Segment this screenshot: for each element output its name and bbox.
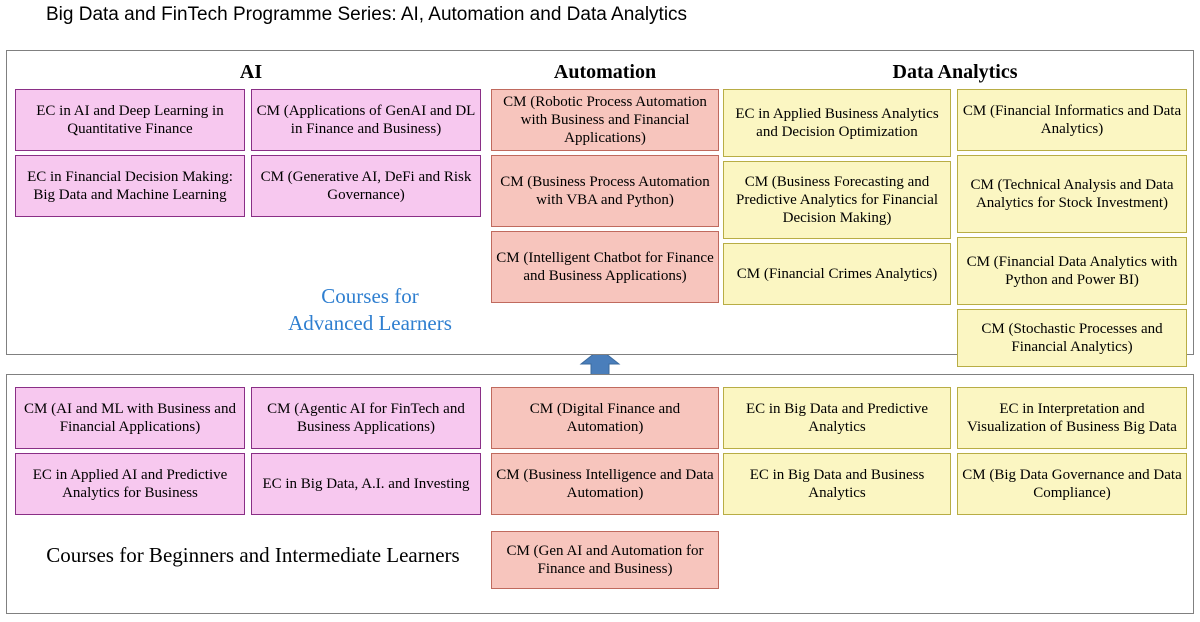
advanced-caption-line1: Courses for <box>321 284 419 308</box>
course-card[interactable]: CM (Financial Crimes Analytics) <box>723 243 951 305</box>
course-card[interactable]: CM (Generative AI, DeFi and Risk Governance) <box>251 155 481 217</box>
page-title: Big Data and FinTech Programme Series: AI, Automation and Data Analytics <box>46 4 688 25</box>
column-header-data-analytics: Data Analytics <box>892 61 1018 83</box>
course-card[interactable]: EC in Interpretation and Visualization of Business Big Data <box>957 387 1187 449</box>
course-card[interactable]: CM (Stochastic Processes and Financial Analytics) <box>957 309 1187 367</box>
course-card[interactable]: EC in Financial Decision Making: Big Data and Machine Learning <box>15 155 245 217</box>
course-card[interactable]: CM (Big Data Governance and Data Compliance) <box>957 453 1187 515</box>
course-card[interactable]: CM (Business Process Automation with VBA and Python) <box>491 155 719 227</box>
column-header-automation: Automation <box>553 61 657 83</box>
course-card[interactable]: CM (Digital Finance and Automation) <box>491 387 719 449</box>
course-card[interactable]: EC in Applied AI and Predictive Analytics for Business <box>15 453 245 515</box>
course-card[interactable]: EC in Big Data, A.I. and Investing <box>251 453 481 515</box>
course-card[interactable]: EC in Big Data and Predictive Analytics <box>723 387 951 449</box>
advanced-caption-line2: Advanced Learners <box>288 311 452 336</box>
column-header-ai: AI <box>239 61 263 83</box>
course-card[interactable]: CM (Business Forecasting and Predictive Analytics for Financial Decision Making) <box>723 161 951 239</box>
beginner-learners-caption: Courses for Beginners and Intermediate Learners <box>46 543 460 567</box>
course-card[interactable]: CM (Financial Informatics and Data Analytics) <box>957 89 1187 151</box>
beginner-learners-panel <box>6 374 1194 614</box>
course-card[interactable]: CM (Intelligent Chatbot for Finance and Business Applications) <box>491 231 719 303</box>
course-card[interactable]: CM (AI and ML with Business and Financial Applications) <box>15 387 245 449</box>
advanced-learners-caption <box>255 283 485 338</box>
course-card[interactable]: CM (Applications of GenAI and DL in Finance and Business) <box>251 89 481 151</box>
course-card[interactable]: CM (Robotic Process Automation with Business and Financial Applications) <box>491 89 719 151</box>
course-card[interactable]: CM (Agentic AI for FinTech and Business Applications) <box>251 387 481 449</box>
advanced-learners-panel <box>6 50 1194 355</box>
course-card[interactable]: EC in AI and Deep Learning in Quantitative Finance <box>15 89 245 151</box>
course-card[interactable]: CM (Business Intelligence and Data Automation) <box>491 453 719 515</box>
course-card[interactable]: CM (Financial Data Analytics with Python and Power BI) <box>957 237 1187 305</box>
course-card[interactable]: EC in Big Data and Business Analytics <box>723 453 951 515</box>
course-card[interactable]: EC in Applied Business Analytics and Decision Optimization <box>723 89 951 157</box>
course-card[interactable]: CM (Gen AI and Automation for Finance and Business) <box>491 531 719 589</box>
course-card[interactable]: CM (Technical Analysis and Data Analytics for Stock Investment) <box>957 155 1187 233</box>
